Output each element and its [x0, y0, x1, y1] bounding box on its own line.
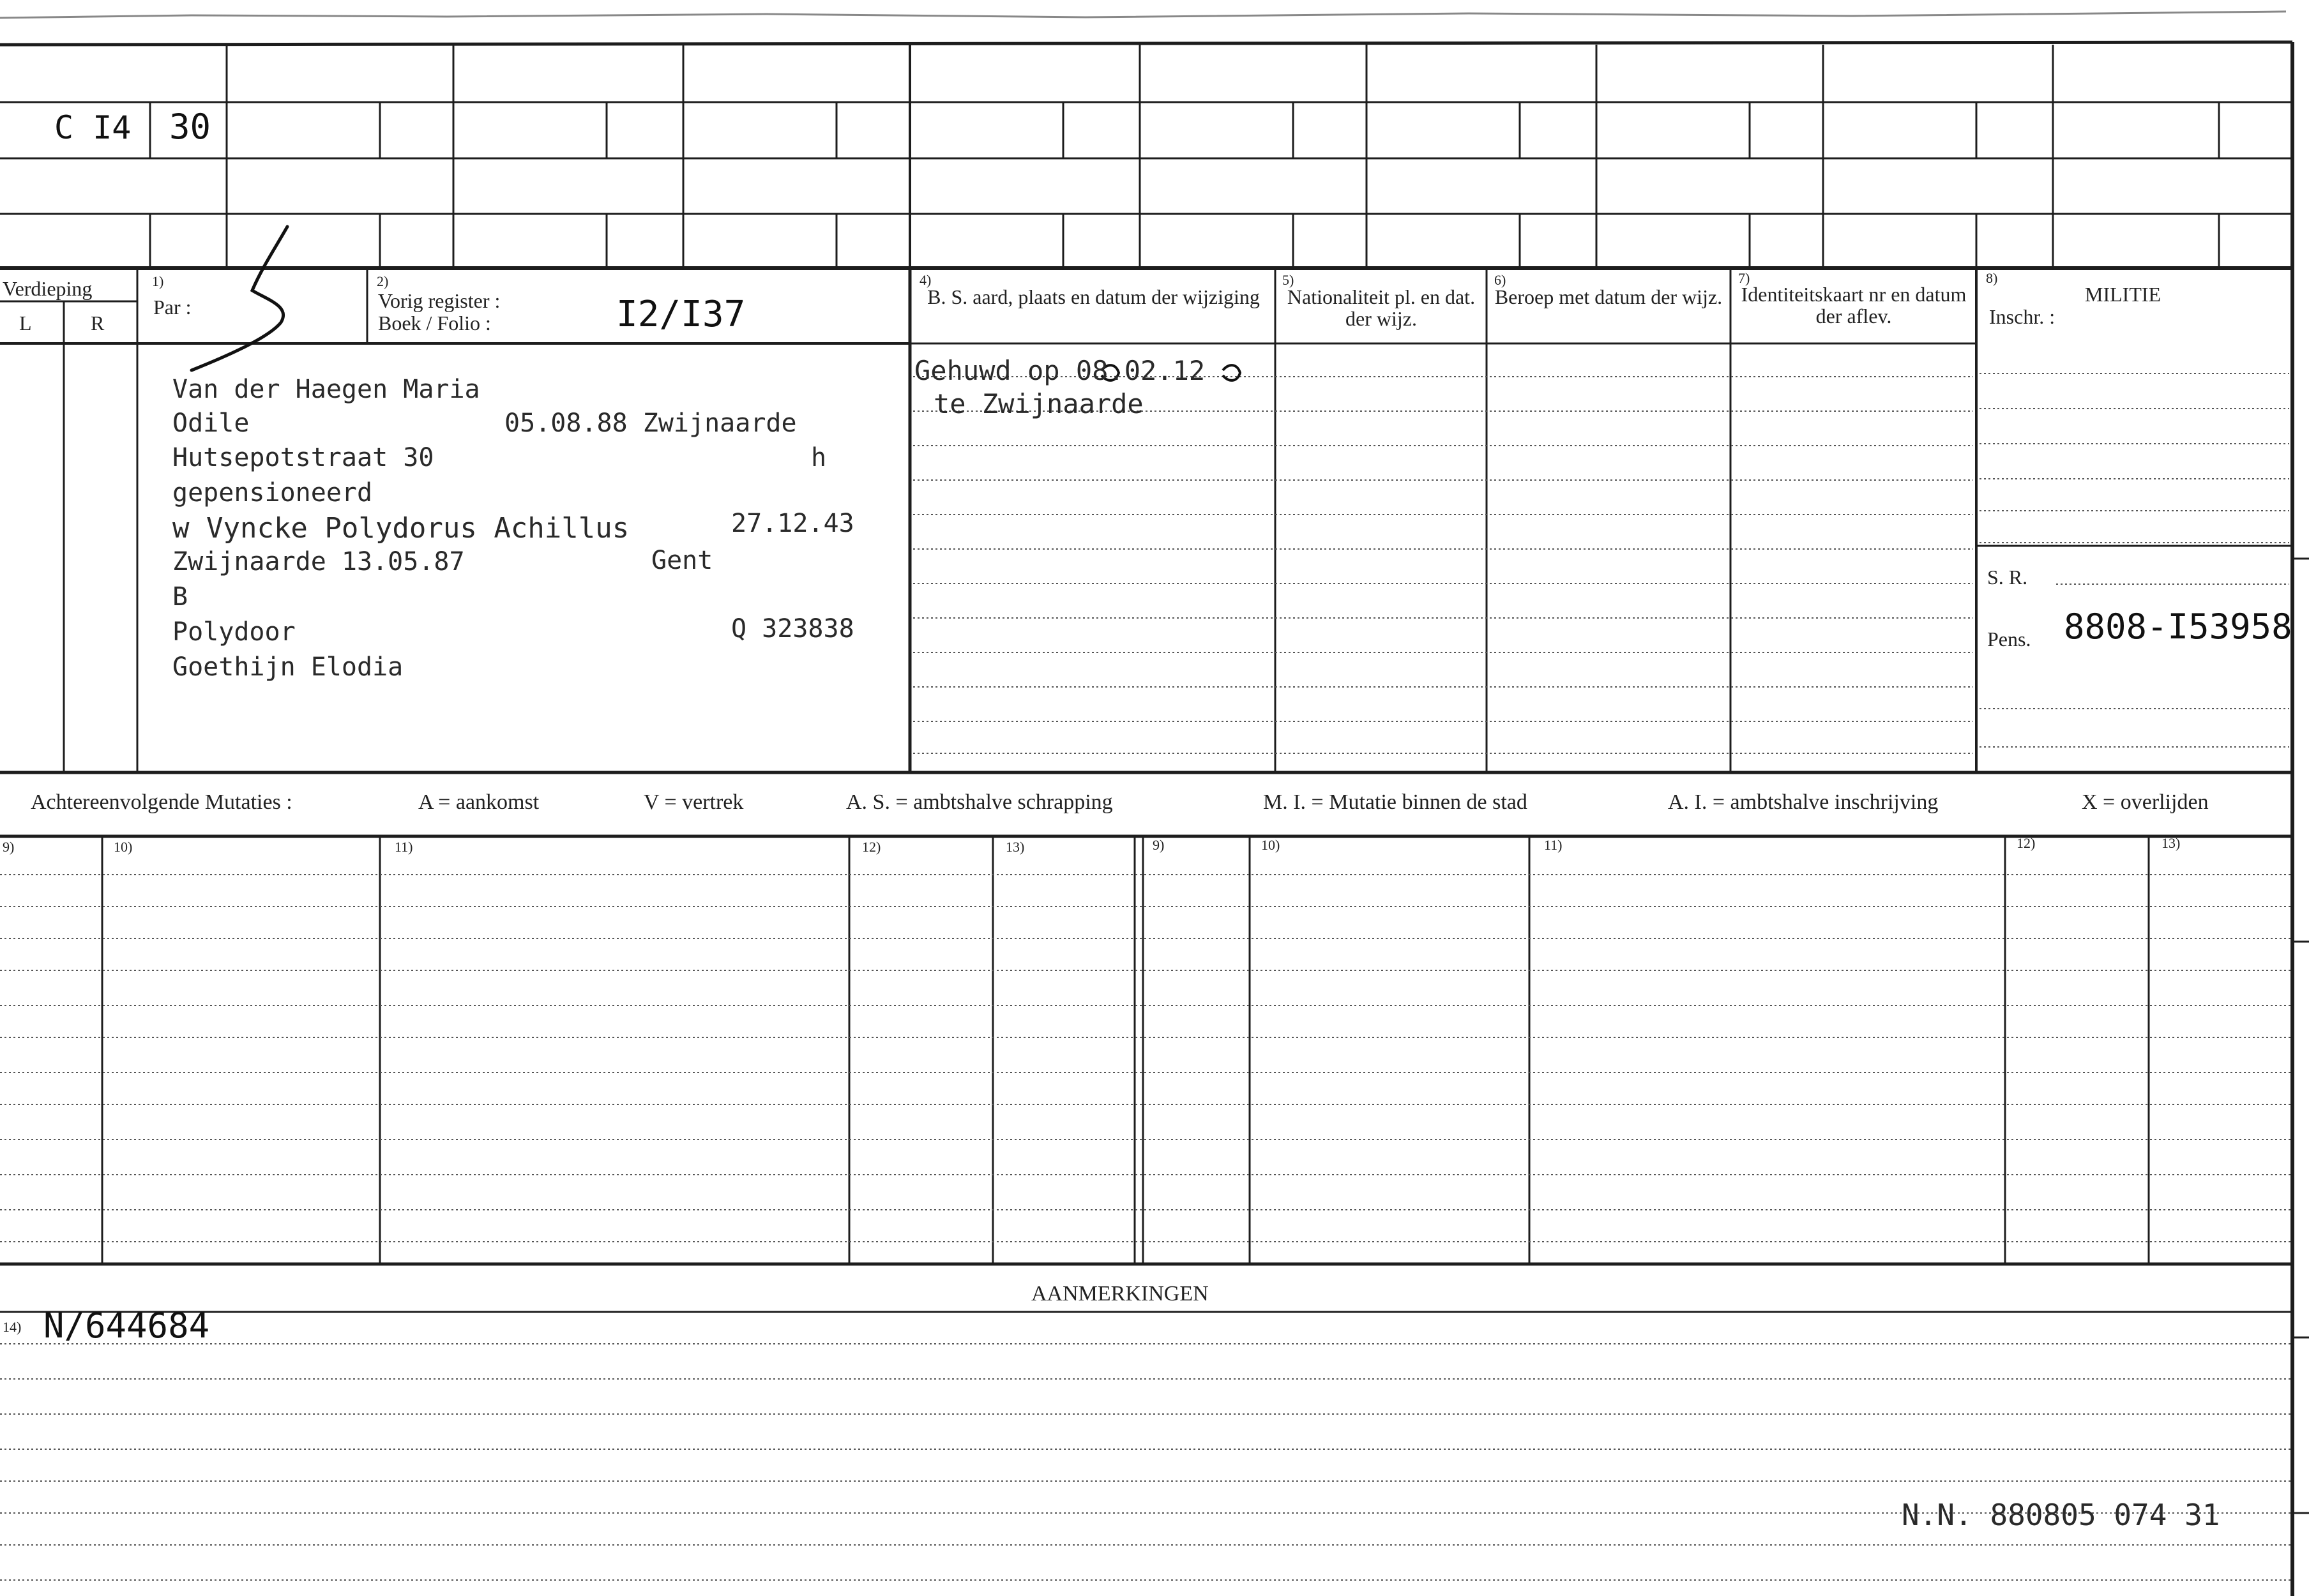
person-birth: 05.08.88 Zwijnaarde [504, 409, 797, 438]
register-section: C I4 [54, 109, 132, 146]
mutations-title: Achtereenvolgende Mutaties : [31, 790, 292, 814]
register-number: 30 [169, 107, 211, 147]
field-number-5: 5) [1282, 272, 1294, 288]
militia-header: MILITIE [2085, 283, 2161, 306]
person-registration: Zwijnaarde 13.05.87 [172, 547, 465, 576]
legend-official-registration: A. I. = ambtshalve inschrijving [1668, 790, 1939, 814]
legend-arrival: A = aankomst [418, 790, 540, 814]
mutation-col-11-left: 11) [395, 839, 413, 855]
person-mother: Goethijn Elodia [172, 652, 404, 682]
torn-top-edge [0, 11, 2286, 18]
legend-official-removal: A. S. = ambtshalve schrapping [846, 790, 1113, 814]
civil-status-line-2: te Zwijnaarde [934, 388, 1144, 419]
handwritten-par-mark [192, 227, 287, 370]
legend-internal-move: M. I. = Mutatie binnen de stad [1263, 790, 1527, 814]
par-label: Par : [153, 296, 192, 319]
id-card-header: Identiteitskaart nr en datum der aflev. [1741, 283, 1967, 327]
remarks-value: N/644684 [43, 1306, 210, 1346]
legend-departure: V = vertrek [644, 790, 744, 814]
person-code-b: B [172, 582, 188, 612]
field-number-4: 4) [920, 272, 932, 288]
civil-status-line-1: Gehuwd op 08.02.12 [914, 355, 1206, 386]
field-number-1: 1) [152, 273, 164, 289]
sr-label: S. R. [1987, 566, 2028, 589]
person-spouse-date: 27.12.43 [731, 509, 854, 538]
mutation-col-9-left: 9) [3, 839, 15, 855]
field-number-14: 14) [3, 1319, 22, 1335]
field-number-7: 7) [1738, 270, 1750, 286]
mutation-col-10-right: 10) [1261, 837, 1280, 853]
person-spouse: w Vyncke Polydorus Achillus [172, 512, 630, 545]
legend-death: X = overlijden [2082, 790, 2209, 814]
person-address: Hutsepotstraat 30 [172, 443, 434, 472]
pension-value: 8808-I53958 [2064, 606, 2292, 647]
mutation-col-12-right: 12) [2017, 835, 2036, 851]
mutation-col-13-left: 13) [1006, 839, 1025, 855]
floor-label: Verdieping [3, 277, 93, 300]
mutation-col-13-right: 13) [2161, 835, 2181, 851]
field-number-6: 6) [1494, 272, 1506, 288]
national-number: N.N. 880805 074 31 [1902, 1498, 2220, 1532]
person-firstname: Odile [172, 409, 250, 438]
person-id-code: Q 323838 [731, 614, 854, 644]
mutation-col-9-right: 9) [1153, 837, 1165, 853]
field-number-8: 8) [1986, 270, 1998, 286]
person-address-mark: h [811, 443, 827, 472]
date-correction-mark-2 [1223, 365, 1240, 380]
nationality-header: Nationaliteit pl. en dat. der wijz. [1287, 285, 1476, 330]
book-folio-label: Boek / Folio : [378, 312, 491, 335]
mutation-col-10-left: 10) [114, 839, 133, 855]
mutation-col-12-left: 12) [862, 839, 881, 855]
field-number-2: 2) [377, 273, 389, 289]
person-surname: Van der Haegen Maria [172, 375, 480, 404]
mutation-col-11-right: 11) [1544, 837, 1563, 853]
person-occupation: gepensioneerd [172, 478, 373, 508]
person-father: Polydoor [172, 617, 296, 647]
occupation-header: Beroep met datum der wijz. [1494, 285, 1723, 308]
book-folio-value: I2/I37 [616, 294, 746, 335]
pension-label: Pens. [1987, 628, 2031, 651]
person-registration-place: Gent [651, 546, 713, 575]
left-label: L [19, 312, 32, 335]
prev-register-label: Vorig register : [378, 289, 501, 312]
right-label: R [91, 312, 105, 335]
civil-status-header: B. S. aard, plaats en datum der wijziging [927, 285, 1260, 308]
remarks-title: AANMERKINGEN [1031, 1282, 1209, 1306]
enrolled-label: Inschr. : [1989, 305, 2055, 328]
